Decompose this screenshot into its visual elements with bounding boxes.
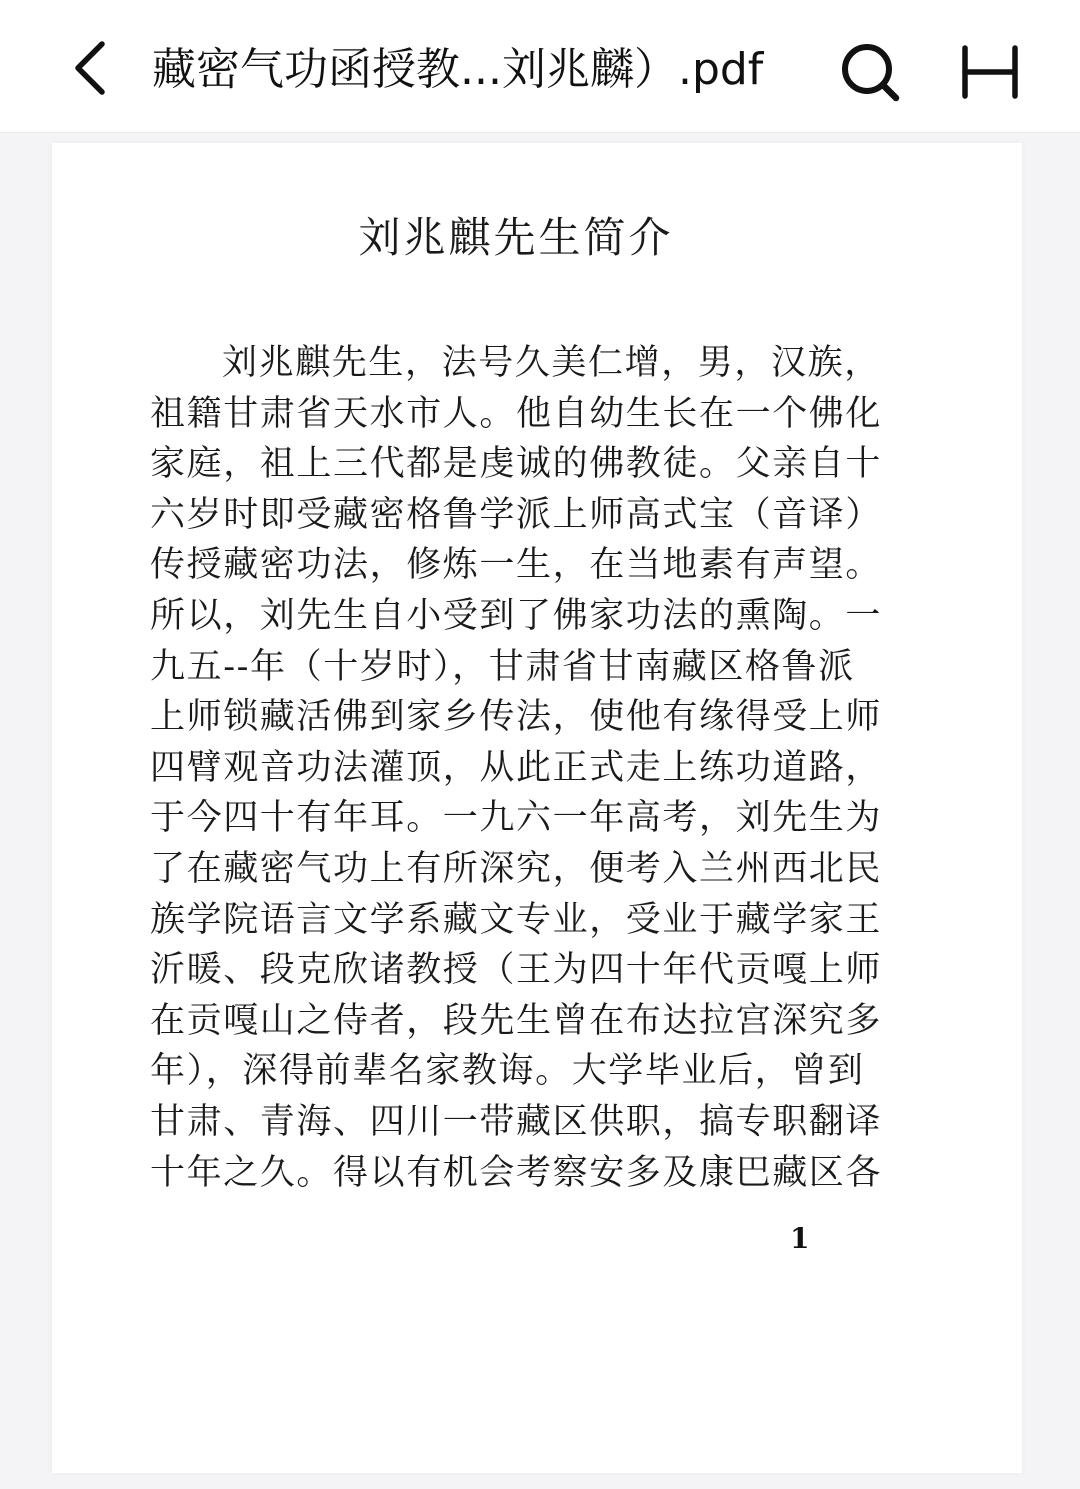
top-toolbar	[0, 0, 1080, 133]
text-line: 年），深得前辈名家教诲。大学毕业后，曾到	[150, 1051, 865, 1092]
page-heading: 刘兆麒先生简介	[358, 213, 674, 262]
text-line: 甘肃、青海、四川一带藏区供职，搞专职翻译	[150, 1101, 883, 1142]
text-line: 上师锁藏活佛到家乡传法，使他有缘得受上师	[150, 697, 883, 738]
text-line: 在贡嘎山之侍者，段先生曾在布达拉宫深究多	[150, 1000, 883, 1041]
text-line: 祖籍甘肃省天水市人。他自幼生长在一个佛化	[150, 393, 883, 434]
document-title: 藏密气功函授教...刘兆麟）.pdf	[152, 44, 764, 95]
text-line: 十年之久。得以有机会考察安多及康巴藏区各	[150, 1152, 883, 1193]
text-line: 所以，刘先生自小受到了佛家功法的熏陶。一	[150, 595, 883, 636]
text-line: 沂暖、段克欣诸教授（王为四十年代贡嘎上师	[150, 950, 883, 991]
text-line: 族学院语言文学系藏文专业，受业于藏学家王	[150, 899, 883, 940]
menu-button[interactable]	[956, 40, 1024, 104]
chevron-left-icon	[70, 38, 110, 98]
search-icon	[839, 41, 901, 103]
text-line: 六岁时即受藏密格鲁学派上师高式宝（音译）	[150, 494, 883, 535]
search-button[interactable]	[836, 38, 904, 106]
page-body-text	[150, 338, 883, 1198]
back-button[interactable]	[58, 36, 122, 100]
text-line: 刘兆麒先生，法号久美仁增，男，汉族，	[222, 343, 881, 383]
page-number: 1	[790, 1222, 810, 1255]
text-line: 于今四十有年耳。一九六一年高考，刘先生为	[150, 798, 883, 839]
menu-icon	[959, 44, 1021, 100]
text-line: 了在藏密气功上有所深究，便考入兰州西北民	[150, 848, 883, 889]
text-line: 四臂观音功法灌顶，从此正式走上练功道路，	[150, 747, 883, 788]
text-line: 九五--年（十岁时），甘肃省甘南藏区格鲁派	[150, 646, 855, 687]
text-line: 传授藏密功法，修炼一生，在当地素有声望。	[150, 545, 883, 586]
text-line: 家庭，祖上三代都是虔诚的佛教徒。父亲自十	[150, 444, 883, 485]
